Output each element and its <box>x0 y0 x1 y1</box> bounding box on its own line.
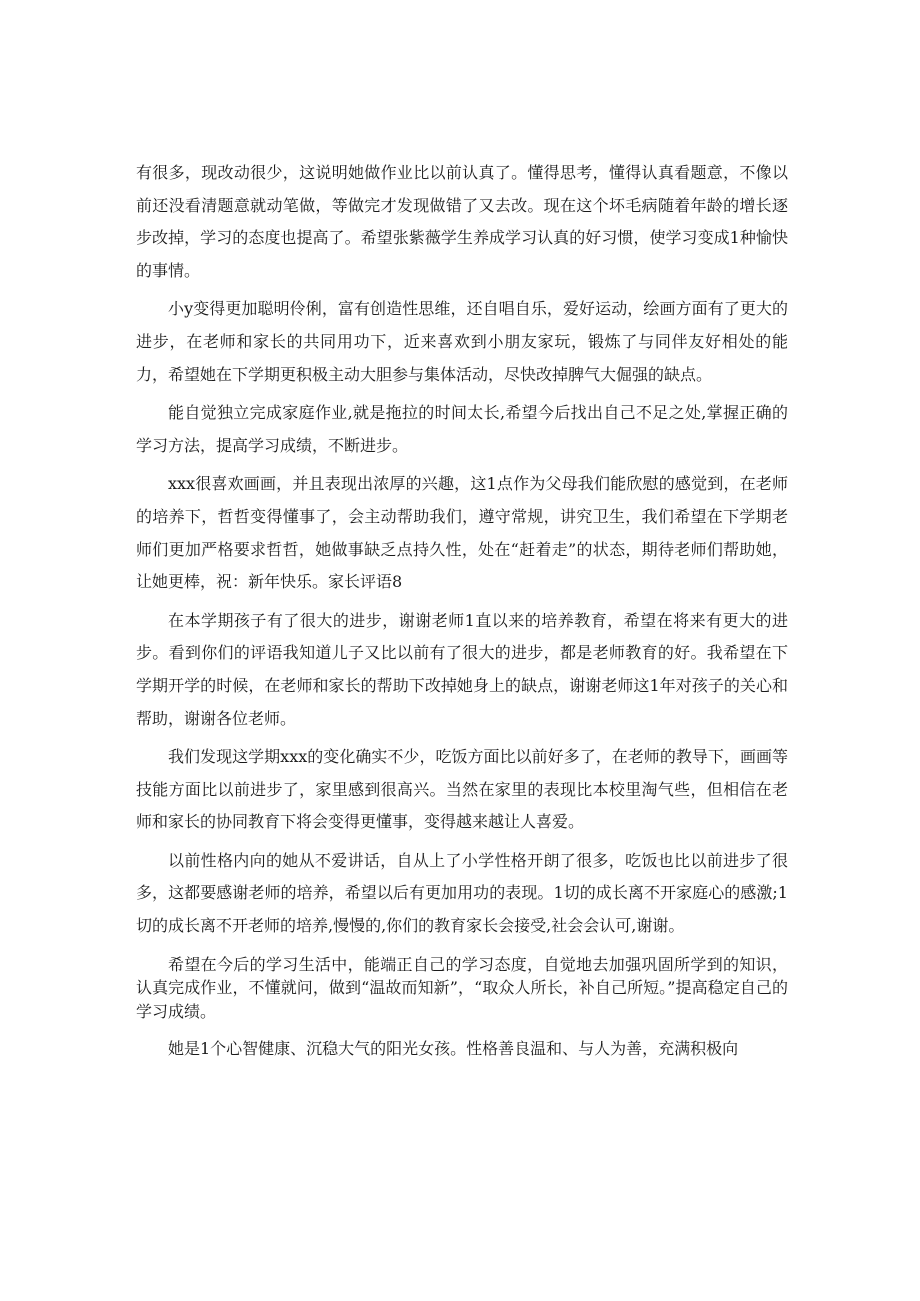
document-page <box>136 157 788 1066</box>
paragraph-2: 小y变得更加聪明伶俐，富有创造性思维，还自唱自乐，爱好运动，绘画方面有了更大的进步，在老师和家长的共同用功下，近来喜欢到小朋友家玩，锻炼了与同伴友好相处的能力，希望她在下学期更积极主动大胆参与集体活动，尽快改掉脾气大倔强的缺点。 <box>136 299 788 384</box>
paragraph-8: 希望在今后的学习生活中，能端正自己的学习态度，自觉地去加强巩固所学到的知识，认真完成作业，不懂就问，做到“温故而知新”，“取众人所长，补自己所短。”提高稳定自己的学习成绩。 <box>136 954 788 1021</box>
paragraph-5: 在本学期孩子有了很大的进步，谢谢老师1直以来的培养教育，希望在将来有更大的进步。看到你们的评语我知道儿子又比以前有了很大的进步，都是老师教育的好。我希望在下学期开学的时候，在老师和家长的帮助下改掉她身上的缺点，谢谢老师这1年对孩子的关心和帮助，谢谢各位老师。 <box>136 610 788 728</box>
paragraph-4: xxx很喜欢画画，并且表现出浓厚的兴趣，这1点作为父母我们能欣慰的感觉到，在老师的培养下，哲哲变得懂事了，会主动帮助我们，遵守常规，讲究卫生，我们希望在下学期老师们更加严格要求哲哲，她做事缺乏点持久性，处在“赶着走”的状态，期待老师们帮助她，让她更棒，祝：新年快乐。家长评语8 <box>136 474 788 592</box>
paragraph-9: 她是1个心智健康、沉稳大气的阳光女孩。性格善良温和、与人为善，充满积极向 <box>168 1039 739 1059</box>
paragraph-6: 我们发现这学期xxx的变化确实不少，吃饭方面比以前好多了，在老师的教导下，画画等技能方面比以前进步了，家里感到很高兴。当然在家里的表现比本校里淘气些，但相信在老师和家长的协同教育下将会变得更懂事，变得越来越让人喜爱。 <box>136 747 788 832</box>
paragraph-gap <box>136 943 788 949</box>
paragraph-3: 能自觉独立完成家庭作业,就是拖拉的时间太长,希望今后找出自己不足之处,掌握正确的学习方法，提高学习成绩，不断进步。 <box>136 403 788 455</box>
paragraph-7: 以前性格内向的她从不爱讲话，自从上了小学性格开朗了很多，吃饭也比以前进步了很多，这都要感谢老师的培养，希望以后有更加用功的表现。1切的成长离不开家庭心的感激;1切的成长离不开老师的培养,慢慢的,你们的教育家长会接受,社会会认可,谢谢。 <box>136 850 788 936</box>
paragraph-1: 有很多，现改动很少，这说明她做作业比以前认真了。懂得思考，懂得认真看题意，不像以前还没看清题意就动笔做，等做完才发现做错了又去改。现在这个坏毛病随着年龄的增长逐步改掉，学习的态度也提高了。希望张紫薇学生养成学习认真的好习惯，使学习变成1种愉快的事情。 <box>136 163 788 280</box>
